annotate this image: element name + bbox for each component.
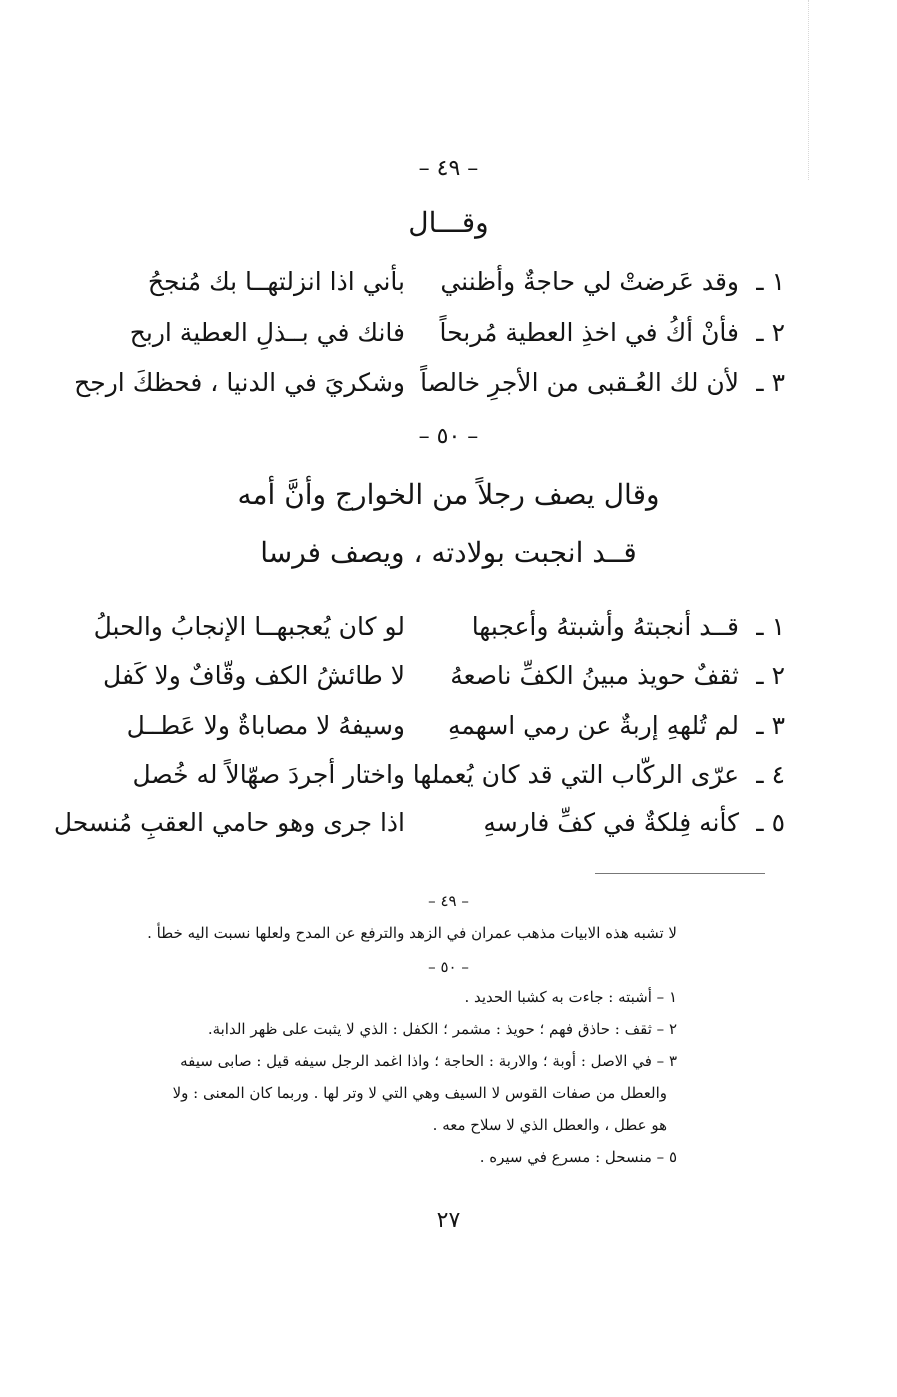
verse-number: ٥ ـ	[756, 808, 785, 837]
verse-50-4	[55, 760, 785, 800]
footnote-number-49: – ٤٩ –	[428, 892, 469, 910]
footnote-separator	[595, 873, 765, 874]
verse-number: ١ ـ	[756, 267, 785, 296]
first-hemistich: لأن لك العُـقبى من الأجرِ خالصاً	[420, 368, 739, 397]
footnote-50-3: ٣ – في الاصل : أوبة ؛ والاربة : الحاجة ؛ واذا اغمد الرجل سيفه قيل : صابى سيفه	[180, 1052, 677, 1070]
verse-49-1	[55, 267, 785, 307]
poem-title-50-line2: قــد انجبت بولادته ، ويصف فرسا	[260, 536, 637, 569]
poem-title-50-line1: وقال يصف رجلاً من الخوارج وأنَّ أمه	[237, 478, 660, 511]
first-hemistich: فأنْ أكُ في اخذِ العطية مُربحاً	[439, 318, 739, 347]
first-hemistich: وقد عَرضتْ لي حاجةٌ وأظنني	[440, 267, 739, 296]
verse-number: ٣ ـ	[756, 368, 785, 397]
verse-49-3	[55, 368, 785, 408]
verse-number: ١ ـ	[756, 612, 785, 641]
second-hemistich: لا طائشُ الكف وقّافٌ ولا كَفل	[103, 661, 405, 690]
second-hemistich: وسيفهُ لا مصاباةٌ ولا عَطــل	[126, 711, 405, 740]
verse-50-2	[55, 661, 785, 701]
page-edge-mark	[808, 0, 809, 180]
first-hemistich: قــد أنجبتهُ وأشبتهُ وأعجبها	[471, 612, 739, 641]
verse-number: ٣ ـ	[756, 711, 785, 740]
footnote-50-3-cont2: هو عطل ، والعطل الذي لا سلاح معه .	[432, 1116, 667, 1134]
footnote-50-3-cont1: والعطل من صفات القوس لا السيف وهي التي لا وتر لها . وربما كان المعنى : ولا	[172, 1084, 667, 1102]
verse-number: ٤ ـ	[756, 760, 785, 789]
second-hemistich: وشكريَ في الدنيا ، فحظكَ ارجح	[74, 368, 405, 397]
poem-number-50: – ٥٠ –	[418, 424, 479, 449]
verse-number: ٢ ـ	[756, 318, 785, 347]
verse-50-3	[55, 711, 785, 751]
footnote-number-50: – ٥٠ –	[428, 958, 469, 976]
second-hemistich: اذا جرى وهو حامي العقبِ مُنسحل	[53, 808, 405, 837]
verse-50-1	[55, 612, 785, 652]
first-hemistich: ثقفٌ حويذ مبينُ الكفِّ ناصعهُ	[450, 661, 739, 690]
second-hemistich: لو كان يُعجبهــا الإنجابُ والحبلُ	[93, 612, 405, 641]
footnote-49: لا تشبه هذه الابيات مذهب عمران في الزهد والترفع عن المدح ولعلها نسبت اليه خطأ .	[147, 924, 677, 942]
poem-title-49: وقـــال	[408, 206, 489, 239]
first-hemistich: لم تُلههِ إربةٌ عن رمي اسهمهِ	[447, 711, 739, 740]
second-hemistich: فانك في بــذلِ العطية اربح	[129, 318, 405, 347]
first-hemistich: كأنه فِلكةٌ في كفِّ فارسهِ	[483, 808, 739, 837]
footnote-50-2: ٢ – ثقف : حاذق فهم ؛ حويذ : مشمر ؛ الكفل : الذي لا يثبت على ظهر الدابة.	[207, 1020, 677, 1038]
verse-50-5	[55, 808, 785, 848]
page-number: ٢٧	[436, 1208, 461, 1233]
footnote-50-5: ٥ – منسحل : مسرع في سيره .	[479, 1148, 677, 1166]
footnote-50-1: ١ – أشبته : جاءت به كشبا الحديد .	[464, 988, 677, 1006]
poem-number-49: – ٤٩ –	[418, 156, 479, 181]
verse-49-2	[55, 318, 785, 358]
second-hemistich: واختار أجردَ صهّالاً له خُصل	[132, 760, 405, 789]
first-hemistich: عرّى الركّاب التي قد كان يُعملها	[412, 760, 739, 789]
verse-number: ٢ ـ	[756, 661, 785, 690]
second-hemistich: بأني اذا انزلتهــا بك مُنجحُ	[147, 267, 405, 296]
